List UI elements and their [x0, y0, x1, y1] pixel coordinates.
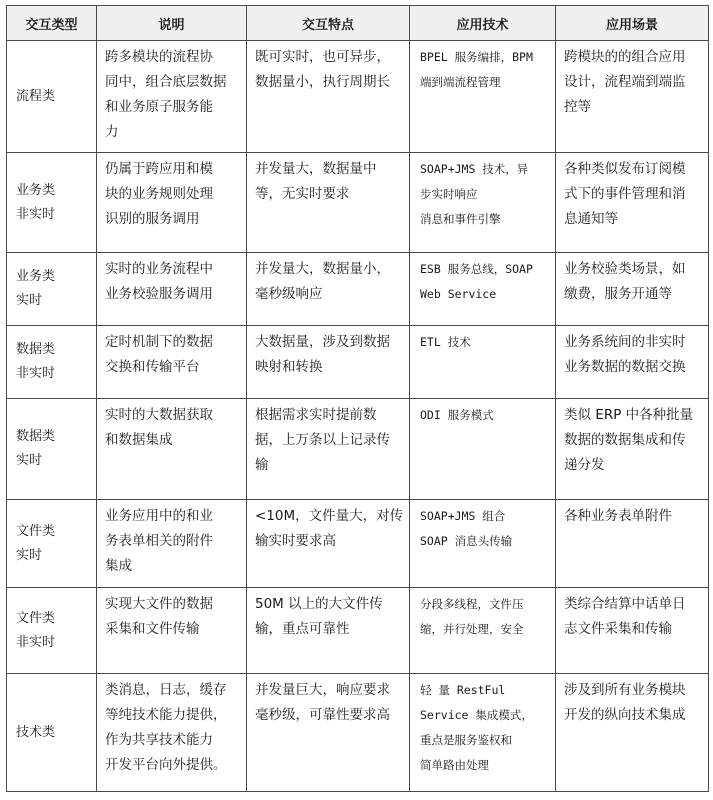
cell-scenario — [556, 674, 709, 792]
cell-characteristics — [247, 41, 410, 153]
cell-text-line: 实时 — [16, 453, 43, 468]
cell-characteristics — [247, 500, 410, 588]
cell-type — [7, 500, 97, 588]
cell-text-line: 文件类 — [16, 523, 56, 539]
cell-text-line: 业务校验服务调用 — [105, 286, 213, 302]
cell-characteristics — [247, 674, 410, 792]
cell-text-line: 大数据量，涉及到数据 — [255, 334, 390, 350]
cell-text-line: 采集和文件传输 — [105, 621, 200, 637]
cell-technology — [410, 500, 556, 588]
cell-scenario — [556, 326, 709, 399]
cell-technology — [410, 588, 556, 674]
cell-text-line: ESB 服务总线，SOAP — [420, 262, 533, 276]
cell-text-line: 缩，并行处理，安全 — [420, 622, 524, 636]
cell-text-line: 轻 量 RestFul — [420, 683, 506, 697]
cell-text-line: 控等 — [564, 99, 591, 115]
cell-text-line: 步实时响应 — [420, 187, 478, 201]
cell-text-line: 根据需求实时提前数 — [255, 407, 377, 423]
cell-text-line: SOAP+JMS 组合 — [420, 509, 506, 523]
cell-text-line: 作为共享技术能力 — [105, 732, 213, 748]
cell-scenario — [556, 588, 709, 674]
cell-text-line: 并发量大，数据量中 — [255, 161, 377, 177]
cell-text-line: 实时 — [16, 547, 43, 563]
cell-text-line: 数据量小，执行周期长 — [255, 74, 390, 90]
cell-description — [97, 326, 247, 399]
cell-text-line: 和数据集成 — [105, 432, 173, 448]
cell-text-line: 实时的业务流程中 — [105, 261, 213, 277]
cell-text-line: 映射和转换 — [255, 359, 323, 375]
cell-description — [97, 588, 247, 674]
cell-type — [7, 326, 97, 399]
table-row — [7, 153, 709, 253]
cell-text-line: 实现大文件的数据 — [105, 596, 213, 612]
cell-text-line: ODI 服务模式 — [420, 408, 494, 422]
cell-type — [7, 674, 97, 792]
table-row — [7, 674, 709, 792]
cell-text-line: 定时机制下的数据 — [105, 334, 213, 350]
cell-text-line: 文件类 — [16, 610, 56, 626]
cell-text-line: 据，上万条以上记录传 — [255, 432, 390, 448]
cell-type — [7, 41, 97, 153]
cell-text-line: 识别的服务调用 — [105, 211, 200, 227]
cell-text-line: 50M 以上的大文件传 — [255, 596, 383, 612]
cell-text-line: 志文件采集和传输 — [564, 621, 672, 637]
cell-type — [7, 253, 97, 326]
cell-text-line: 各种业务表单附件 — [564, 508, 672, 524]
table-row — [7, 41, 709, 153]
cell-scenario — [556, 253, 709, 326]
cell-text-line: 跨模块的的组合应用 — [564, 49, 686, 65]
header-technology: 应用技术 — [410, 6, 556, 41]
cell-text-line: <10M，文件量大，对传 — [255, 508, 404, 524]
cell-text-line: 非实时 — [16, 206, 56, 222]
cell-text-line: 类似 ERP 中各种批量 — [564, 407, 694, 423]
cell-description — [97, 399, 247, 500]
cell-text-line: 并发量大，数据量小， — [255, 261, 390, 277]
header-row — [7, 6, 709, 41]
cell-text-line: 输实时要求高 — [255, 533, 336, 549]
cell-text-line: 业务应用中的和业 — [105, 508, 213, 524]
cell-characteristics — [247, 588, 410, 674]
table-row — [7, 326, 709, 399]
cell-text-line: 力 — [105, 124, 119, 140]
table-row — [7, 588, 709, 674]
cell-text-line: 分段多线程，文件压 — [420, 597, 524, 611]
cell-text-line: 跨多模块的流程协 — [105, 49, 213, 65]
cell-text-line: 数据类 — [16, 342, 56, 357]
cell-text-line: 设计，流程端到端监 — [564, 74, 686, 90]
table-row — [7, 253, 709, 326]
cell-description — [97, 674, 247, 792]
cell-text-line: 同中，组合底层数据 — [105, 74, 227, 90]
cell-technology — [410, 399, 556, 500]
cell-text-line: 类消息，日志，缓存 — [105, 682, 227, 698]
cell-text-line: 业务类 — [16, 269, 56, 284]
cell-characteristics — [247, 253, 410, 326]
cell-text-line: 仍属于跨应用和模 — [105, 161, 213, 177]
header-scenarios: 应用场景 — [556, 6, 709, 41]
cell-text-line: BPEL 服务编排，BPM — [420, 50, 533, 64]
cell-text-line: SOAP+JMS 技术，异 — [420, 162, 529, 176]
cell-technology — [410, 674, 556, 792]
cell-text-line: 务表单相关的附件 — [105, 533, 213, 549]
cell-text-line: 技术类 — [16, 724, 56, 740]
cell-text-line: 输，重点可靠性 — [255, 621, 350, 637]
cell-text-line: 非实时 — [16, 366, 56, 381]
cell-text-line: SOAP 消息头传输 — [420, 534, 513, 548]
cell-text-line: 并发量巨大，响应要求 — [255, 682, 390, 698]
cell-text-line: 业务系统间的非实时 — [564, 334, 686, 350]
cell-text-line: 端到端流程管理 — [420, 75, 501, 89]
cell-type — [7, 153, 97, 253]
cell-text-line: 数据类 — [16, 429, 56, 444]
cell-type — [7, 399, 97, 500]
cell-text-line: Service 集成模式， — [420, 708, 533, 722]
cell-technology — [410, 41, 556, 153]
cell-text-line: 重点是服务鉴权和 — [420, 733, 512, 747]
cell-text-line: 和业务原子服务能 — [105, 99, 213, 115]
cell-text-line: 输 — [255, 457, 269, 473]
cell-scenario — [556, 500, 709, 588]
interaction-types-table — [6, 5, 709, 792]
cell-technology — [410, 153, 556, 253]
cell-description — [97, 500, 247, 588]
cell-scenario — [556, 41, 709, 153]
cell-technology — [410, 326, 556, 399]
cell-text-line: 等纯技术能力提供， — [105, 707, 227, 723]
cell-text-line: 开发平台向外提供。 — [105, 757, 227, 773]
cell-text-line: 交换和传输平台 — [105, 359, 200, 375]
table-row — [7, 500, 709, 588]
cell-type — [7, 588, 97, 674]
cell-text-line: 开发的纵向技术集成 — [564, 707, 686, 723]
cell-technology — [410, 253, 556, 326]
cell-text-line: 类综合结算中话单日 — [564, 596, 686, 612]
cell-text-line: Web Service — [420, 287, 497, 301]
cell-scenario — [556, 399, 709, 500]
cell-text-line: 块的业务规则处理 — [105, 186, 213, 202]
cell-text-line: 毫秒级，可靠性要求高 — [255, 707, 390, 723]
cell-text-line: 非实时 — [16, 634, 56, 650]
cell-text-line: 涉及到所有业务模块 — [564, 682, 686, 698]
cell-text-line: 业务校验类场景，如 — [564, 261, 686, 277]
header-description: 说明 — [97, 6, 247, 41]
cell-scenario — [556, 153, 709, 253]
cell-characteristics — [247, 326, 410, 399]
cell-characteristics — [247, 399, 410, 500]
cell-text-line: 毫秒级响应 — [255, 286, 323, 302]
cell-characteristics — [247, 153, 410, 253]
cell-text-line: 集成 — [105, 558, 132, 574]
cell-text-line: 息通知等 — [564, 211, 618, 227]
cell-text-line: 流程类 — [16, 88, 56, 104]
cell-text-line: 消息和事件引擎 — [420, 212, 501, 226]
cell-text-line: 数据的数据集成和传 — [564, 432, 686, 448]
cell-description — [97, 41, 247, 153]
cell-text-line: 业务数据的数据交换 — [564, 359, 686, 375]
cell-text-line: 缴费，服务开通等 — [564, 286, 672, 302]
cell-text-line: 各种类似发布订阅模 — [564, 161, 686, 177]
header-interaction-type: 交互类型 — [7, 6, 97, 41]
cell-text-line: 简单路由处理 — [420, 758, 489, 772]
cell-description — [97, 153, 247, 253]
cell-text-line: ETL 技术 — [420, 335, 471, 349]
header-characteristics: 交互特点 — [247, 6, 410, 41]
cell-text-line: 式下的事件管理和消 — [564, 186, 686, 202]
table-row — [7, 399, 709, 500]
cell-text-line: 实时的大数据获取 — [105, 407, 213, 423]
cell-text-line: 既可实时，也可异步， — [255, 49, 390, 65]
cell-text-line: 业务类 — [16, 182, 56, 198]
cell-text-line: 实时 — [16, 293, 43, 308]
cell-text-line: 等，无实时要求 — [255, 186, 350, 202]
cell-description — [97, 253, 247, 326]
cell-text-line: 递分发 — [564, 457, 605, 473]
